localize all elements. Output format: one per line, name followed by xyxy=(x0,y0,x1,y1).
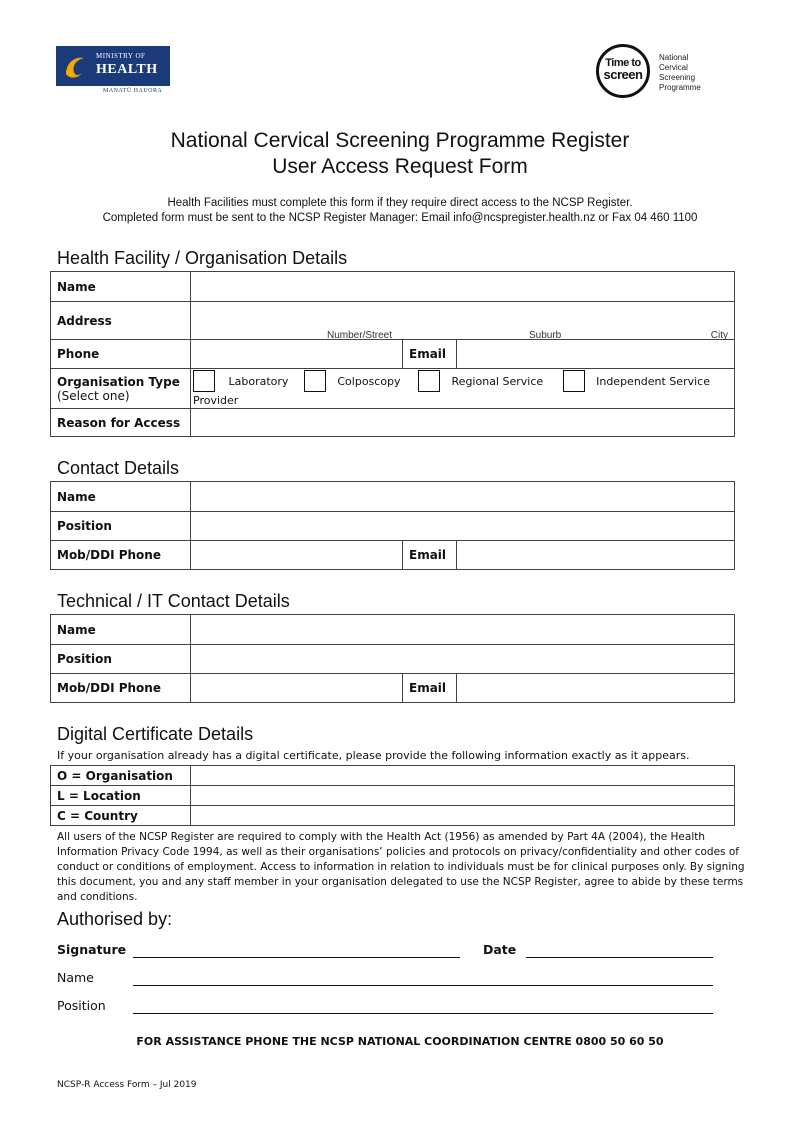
tech-heading: Technical / IT Contact Details xyxy=(57,591,290,611)
cert-intro: If your organisation already has a digital certificate, please provide the following information exactly as it appears. xyxy=(57,749,690,762)
regional-service-checkbox[interactable] xyxy=(418,370,440,392)
org-type-options xyxy=(191,369,735,409)
intro-text xyxy=(0,196,800,226)
contact-name-label: Name xyxy=(51,482,191,512)
tech-phone-label: Mob/DDI Phone xyxy=(51,674,191,703)
independent-provider-label: Independent Service Provider xyxy=(193,374,710,407)
tts-line2: screen xyxy=(603,67,643,82)
cert-o-label: O = Organisation xyxy=(51,766,191,786)
facility-phone-label: Phone xyxy=(51,340,191,369)
facility-phone-field[interactable] xyxy=(191,340,403,369)
terms-text: All users of the NCSP Register are required to comply with the Health Act (1956) as amended by Part 4A (2004), the Health Information Privacy Code 1994, as well as their organisations’ policies and protocols on privacy/confidentiality and other codes of conduct or conditions of employment. Access to information in relation to individuals must be for clinical purposes only. By signing this document, you and any staff member in your organisation delegated to use the NCSP Register, agree to abide by these terms and conditions. xyxy=(57,831,745,903)
cert-l-field[interactable] xyxy=(191,786,735,806)
org-type-text: Organisation Type xyxy=(57,374,180,389)
laboratory-label: Laboratory xyxy=(228,374,289,388)
reason-label: Reason for Access xyxy=(51,409,191,437)
tech-email-field[interactable] xyxy=(457,674,735,703)
tech-phone-field[interactable] xyxy=(191,674,403,703)
contact-email-field[interactable] xyxy=(457,541,735,570)
facility-heading: Health Facility / Organisation Details xyxy=(57,248,348,268)
contact-position-label: Position xyxy=(51,512,191,541)
facility-table xyxy=(50,271,735,437)
contact-position-field[interactable] xyxy=(191,512,735,541)
auth-position-label: Position xyxy=(57,998,106,1013)
facility-address-label: Address xyxy=(51,302,191,340)
ministry-of-health-logo xyxy=(56,46,170,86)
address-street-hint: Number/Street xyxy=(327,330,393,341)
cert-c-label: C = Country xyxy=(51,806,191,826)
form-version: NCSP-R Access Form – Jul 2019 xyxy=(57,1080,197,1090)
colposcopy-label: Colposcopy xyxy=(337,374,401,388)
laboratory-checkbox[interactable] xyxy=(193,370,215,392)
contact-table xyxy=(50,481,735,570)
tts-side4: Programme xyxy=(659,83,701,92)
intro-line2: Completed form must be sent to the NCSP Register Manager: Email info@ncspregister.health.nz or Fax 04 460 1100 xyxy=(102,212,698,224)
contact-phone-label: Mob/DDI Phone xyxy=(51,541,191,570)
contact-heading: Contact Details xyxy=(57,458,180,478)
cert-table xyxy=(50,765,735,826)
moh-line1: MINISTRY OF xyxy=(96,52,146,60)
address-suburb-hint: Suburb xyxy=(529,330,562,341)
regional-service-label: Regional Service xyxy=(451,374,544,388)
facility-address-field[interactable] xyxy=(191,302,735,340)
tech-position-label: Position xyxy=(51,645,191,674)
facility-email-label: Email xyxy=(403,340,457,369)
org-type-label xyxy=(51,369,191,409)
independent-provider-checkbox[interactable] xyxy=(563,370,585,392)
facility-name-field[interactable] xyxy=(191,272,735,302)
signature-line[interactable] xyxy=(133,944,460,958)
cert-l-label: L = Location xyxy=(51,786,191,806)
tech-position-field[interactable] xyxy=(191,645,735,674)
contact-phone-field[interactable] xyxy=(191,541,403,570)
tech-name-label: Name xyxy=(51,615,191,645)
date-line[interactable] xyxy=(526,944,713,958)
tts-line1: Time to xyxy=(605,57,641,69)
title-line1: National Cervical Screening Programme Register xyxy=(170,129,630,152)
auth-heading: Authorised by: xyxy=(57,909,173,929)
moh-subtitle: MANATŪ HAUORA xyxy=(103,88,163,94)
assistance-footer: FOR ASSISTANCE PHONE THE NCSP NATIONAL COORDINATION CENTRE 0800 50 60 50 xyxy=(136,1035,664,1048)
page-title xyxy=(0,128,800,180)
contact-email-label: Email xyxy=(403,541,457,570)
tech-name-field[interactable] xyxy=(191,615,735,645)
tech-email-label: Email xyxy=(403,674,457,703)
tts-side-text xyxy=(659,53,701,93)
tts-side2: Cervical xyxy=(659,63,688,72)
address-city-hint: City xyxy=(710,330,729,341)
moh-koru-icon xyxy=(62,52,88,80)
contact-name-field[interactable] xyxy=(191,482,735,512)
title-line2: User Access Request Form xyxy=(272,155,528,178)
cert-o-field[interactable] xyxy=(191,766,735,786)
moh-line2: HEALTH xyxy=(96,62,158,77)
select-one-text: (Select one) xyxy=(57,388,130,403)
date-label: Date xyxy=(483,942,517,957)
time-to-screen-text xyxy=(598,58,648,80)
intro-line1: Health Facilities must complete this form if they require direct access to the NCSP Register. xyxy=(167,197,633,209)
facility-name-label: Name xyxy=(51,272,191,302)
facility-email-field[interactable] xyxy=(457,340,735,369)
tech-table xyxy=(50,614,735,703)
reason-field[interactable] xyxy=(191,409,735,437)
cert-c-field[interactable] xyxy=(191,806,735,826)
cert-heading: Digital Certificate Details xyxy=(57,724,254,744)
signature-label: Signature xyxy=(57,942,127,957)
colposcopy-checkbox[interactable] xyxy=(304,370,326,392)
auth-name-line[interactable] xyxy=(133,972,713,986)
auth-position-line[interactable] xyxy=(133,1000,713,1014)
tts-side3: Screening xyxy=(659,73,696,82)
auth-name-label: Name xyxy=(57,970,94,985)
tts-side1: National xyxy=(659,53,689,62)
